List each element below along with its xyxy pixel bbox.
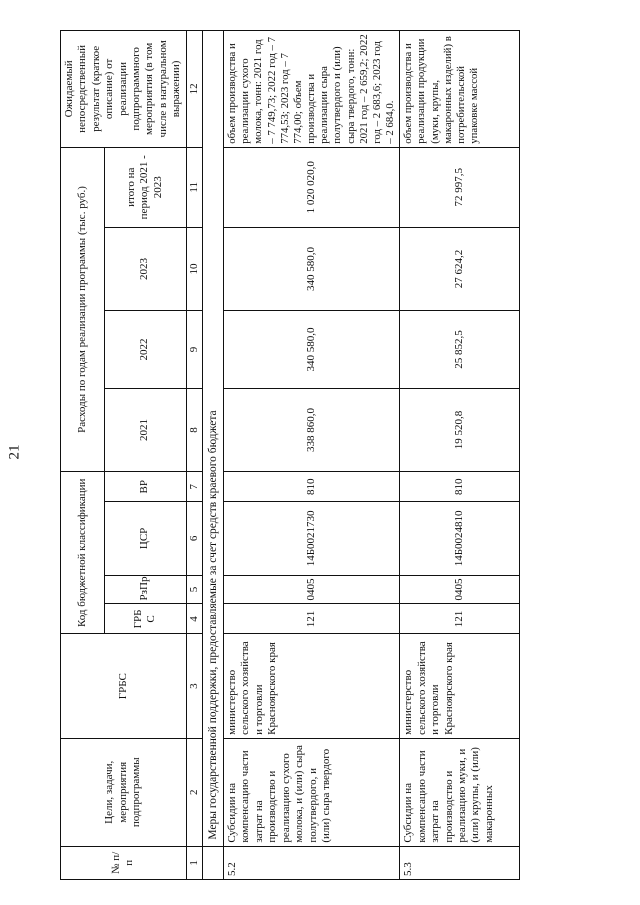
program-activities-table bbox=[60, 30, 520, 880]
column-number: 11 bbox=[186, 147, 202, 227]
column-number: 8 bbox=[186, 388, 202, 471]
row-rzpr: 0405 bbox=[224, 575, 400, 604]
col-budget-code-header: Код бюджетной классификации bbox=[61, 472, 105, 634]
row-grbs-code: 121 bbox=[224, 604, 400, 634]
col-grbs-header: ГРБС bbox=[61, 634, 187, 738]
section-title: Меры государственной поддержки, предоставляемые за счет средств краевого бюджета bbox=[203, 31, 224, 847]
row-grbs: министерство сельского хозяйства и торговли Красноярского края bbox=[224, 634, 400, 738]
row-result: объем производства и реализации продукции (муки, крупы, макаронных изделий) в потребительской упаковке массой bbox=[400, 31, 520, 148]
col-2023-header: 2023 bbox=[104, 227, 186, 310]
col-2022-header: 2022 bbox=[104, 311, 186, 389]
column-number: 4 bbox=[186, 604, 202, 634]
row-2023: 340 580,0 bbox=[224, 227, 400, 310]
column-number: 5 bbox=[186, 575, 202, 604]
row-activity-name: Субсидии на компенсацию части затрат на производство и реализацию муки, и (или) крупы, и (или) макаронных bbox=[400, 738, 520, 846]
col-rzpr-header: РзПр bbox=[104, 575, 186, 604]
row-result: объем производства и реализации сухого молока, тонн: 2021 год – 7 749,73; 2022 год – 7 774,53; 2023 год – 7 774,00; объем производства и реализации сыра полутвердого и (или) сыра твердого, тонн: 2021 год – 2 659,2; 2022 год – 2 683,6; 2023 год – 2 684,0. bbox=[224, 31, 400, 148]
row-vr: 810 bbox=[400, 472, 520, 502]
row-number: 5.2 bbox=[224, 846, 400, 879]
column-number: 6 bbox=[186, 502, 202, 575]
column-numbers-row bbox=[186, 31, 202, 880]
row-vr: 810 bbox=[224, 472, 400, 502]
rotated-table-region bbox=[60, 30, 640, 880]
row-rzpr: 0405 bbox=[400, 575, 520, 604]
col-csr-header: ЦСР bbox=[104, 502, 186, 575]
col-total-header: итого на период 2021 - 2023 bbox=[104, 147, 186, 227]
row-2021: 338 860,0 bbox=[224, 388, 400, 471]
row-grbs: министерство сельского хозяйства и торговли Красноярского края bbox=[400, 634, 520, 738]
column-number: 3 bbox=[186, 634, 202, 738]
row-2021: 19 520,8 bbox=[400, 388, 520, 471]
row-csr: 14Б0024810 bbox=[400, 502, 520, 575]
row-number: 5.3 bbox=[400, 846, 520, 879]
table-row bbox=[400, 31, 520, 880]
col-grbs-code-header: ГРБ С bbox=[104, 604, 186, 634]
section-row bbox=[203, 31, 224, 880]
col-result-header: Ожидаемый непосредственный результат (краткое описание) от реализации подпрограммного мероприятия (в том числе в натуральном выражении) bbox=[61, 31, 187, 148]
table-row bbox=[224, 31, 400, 880]
row-2022: 340 580,0 bbox=[224, 311, 400, 389]
column-number: 10 bbox=[186, 227, 202, 310]
row-csr: 14Б0021730 bbox=[224, 502, 400, 575]
col-vr-header: ВР bbox=[104, 472, 186, 502]
column-number: 7 bbox=[186, 472, 202, 502]
row-grbs-code: 121 bbox=[400, 604, 520, 634]
column-number: 9 bbox=[186, 311, 202, 389]
col-2021-header: 2021 bbox=[104, 388, 186, 471]
row-2022: 25 852,5 bbox=[400, 311, 520, 389]
column-number: 2 bbox=[186, 738, 202, 846]
row-2023: 27 624,2 bbox=[400, 227, 520, 310]
column-number: 1 bbox=[186, 846, 202, 879]
col-num-header: № п/п bbox=[61, 846, 187, 879]
col-expenses-header: Расходы по годам реализации программы (тыс. руб.) bbox=[61, 147, 105, 471]
col-goals-header: Цели, задачи, мероприятия подпрограммы bbox=[61, 738, 187, 846]
column-number: 12 bbox=[186, 31, 202, 148]
header-row-1 bbox=[61, 31, 105, 880]
row-total: 72 997,5 bbox=[400, 147, 520, 227]
row-activity-name: Субсидии на компенсацию части затрат на производство и реализацию сухого молока, и (или) сыра полутвердого, и (или) сыра твердого bbox=[224, 738, 400, 846]
page-number: 21 bbox=[6, 444, 23, 460]
row-total: 1 020 020,0 bbox=[224, 147, 400, 227]
